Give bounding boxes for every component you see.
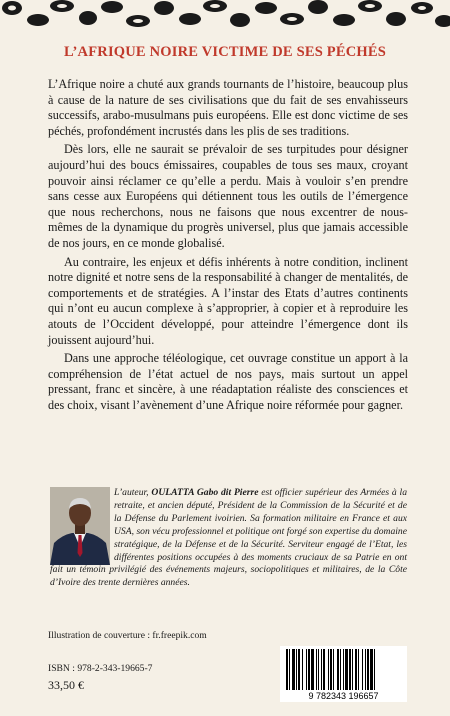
barcode-bar [337,649,339,690]
paragraph-4: Dans une approche téléologique, cet ouvrage constitue un apport à la compréhension de l’état actuel de nos pays, mais surtout un appel pressant, franc et sincère, à une réadaptation réaliste des consciences et des choix, visant l’avènement d’une Afrique noire réformée pour gagner. [48,351,408,412]
barcode-bar [365,649,366,690]
barcode-bar [328,649,329,690]
barcode-bar [343,649,344,690]
back-cover-text [48,77,408,413]
barcode-bar [349,649,351,690]
barcode-bar [316,649,317,690]
barcode-bar [358,649,359,690]
barcode-bar [302,649,303,690]
author-bio [50,487,407,590]
paragraph-2: Dès lors, elle ne saurait se prévaloir de ses turpitudes pour désigner aujourd’hui des boucs émissaires, coupables de tous ses maux, croyant pouvoir ainsi réclamer ce qu’elle a perdu. Mais à vouloir s’en prendre sans cesse aux Européens qui détiennent tous les outils de l’émergence que nous recherchons, nous ne faisons que nous excentrer de nous-mêmes de la dynamique du progrès universel, plus que jamais accessible de nos jours, en ce monde globalisé. [48,142,408,250]
barcode-bar [374,649,375,690]
book-title: L’AFRIQUE NOIRE VICTIME DE SES PÉCHÉS [63,44,387,60]
barcode-bar [370,649,373,690]
author-name: OULATTA Gabo dit Pierre [151,487,259,498]
paragraph-1: L’Afrique noire a chuté aux grands tournants de l’histoire, beaucoup plus à cause de la nature de ses civilisations que du fait de ses envahisseurs successifs, arabo-musulmans puis européens. Elle est donc victime de ses péchés, profondément incrustés dans les plis de ses traditions. [48,77,408,138]
barcode-bar [289,649,290,690]
barcode-bar [296,649,297,690]
barcode-bar [355,649,357,690]
paragraph-3: Au contraire, les enjeux et défis inhérents à notre condition, inclinent notre dignité et notre sens de la responsabilité à changer de mentalités, de comportements et de stratégies. A l’instar des Etats d’autres continents qui n’ont eu aucun complexe à s’approprier, à copier et à reproduire les atouts de l’Occident développé, pour atteindre l’émergence dont ils jouissent aujourd’hui. [48,254,408,347]
barcode-bar [352,649,353,690]
barcode-bar [292,649,295,690]
leopard-pattern [0,0,450,30]
barcode-bar [330,649,332,690]
barcode-bar [333,649,334,690]
price: 33,50 € [48,678,84,692]
barcode-bar [323,649,325,690]
barcode [280,646,407,702]
barcode-bar [345,649,348,690]
barcode-bar [286,649,288,690]
illustration-credit: Illustration de couverture : fr.freepik.com [48,630,207,641]
barcode-bar [298,649,300,690]
barcode-bar [308,649,310,690]
barcode-bar [306,649,307,690]
bio-text: est officier supérieur des Armées à la retraite, et ancien député, Président de la Commission de la Sécurité et de la Défense du Parlement ivoirien. Sa formation militaire en France et aux USA, son vécu professionnel et politique ont forgé son expertise du domaine stratégique, de la Défense et de la Sécurité. Serviteur engagé de l’Etat, les différentes positions occupées à des moments cruciaux de sa Patrie en ont fait un témoin privilégié des événements majeurs, sociopolitiques et militaires, de la Côte d’Ivoire des trente dernières années. [50,487,407,589]
barcode-bar [318,649,319,690]
bio-prefix: L’auteur, [114,487,152,498]
barcode-bar [340,649,341,690]
isbn: ISBN : 978-2-343-19665-7 [48,663,153,674]
barcode-digits: 9 782343 196657 [308,691,379,701]
barcode-bar [321,649,322,690]
barcode-bar [362,649,363,690]
barcode-bar [311,649,314,690]
barcode-bar [367,649,369,690]
